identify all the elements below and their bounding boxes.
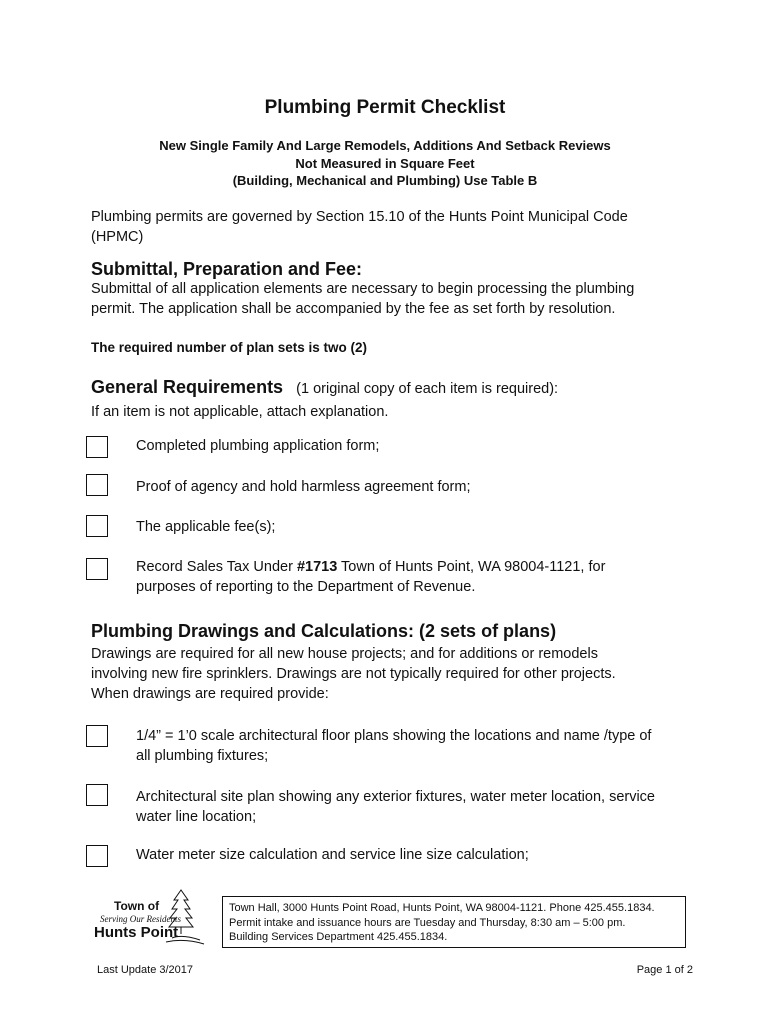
last-update: Last Update 3/2017 (97, 964, 194, 976)
intro-line-2: (HPMC) (91, 229, 144, 245)
checkbox-proof-of-agency[interactable] (86, 474, 108, 496)
item-floor-plans (136, 726, 696, 766)
page-number: Page 1 of 2 (636, 964, 693, 976)
checkbox-application-form[interactable] (86, 436, 108, 458)
general-note-text: (1 original copy of each item is required): (296, 381, 559, 397)
logo-tagline: Serving Our Residents (100, 914, 181, 924)
subtitle-line-1: New Single Family And Large Remodels, Additions And Setback Reviews (159, 138, 611, 153)
sales-tax-pre: Record Sales Tax Under (136, 559, 297, 575)
town-logo (90, 884, 210, 946)
logo-town-of: Town of (114, 899, 160, 913)
floor-plans-line-1: 1/4” = 1’0 scale architectural floor plans showing the locations and name /type of (136, 728, 652, 744)
item-application-form: Completed plumbing application form; (136, 438, 380, 454)
subtitle-line-3: (Building, Mechanical and Plumbing) Use Table B (232, 173, 538, 188)
item-water-meter: Water meter size calculation and service line size calculation; (136, 847, 529, 863)
intro-line-1: Plumbing permits are governed by Section 15.10 of the Hunts Point Municipal Code (91, 209, 628, 225)
floor-plans-line-2: all plumbing fixtures; (136, 748, 269, 764)
item-site-plan (136, 787, 696, 827)
item-proof-of-agency: Proof of agency and hold harmless agreement form; (136, 479, 471, 495)
checkbox-site-plan[interactable] (86, 784, 108, 806)
drawings-text-line-1: Drawings are required for all new house projects; and for additions or remodels (91, 646, 598, 662)
checkbox-applicable-fees[interactable] (86, 515, 108, 537)
submittal-heading: Submittal, Preparation and Fee: (91, 259, 363, 279)
drawings-text-line-3: When drawings are required provide: (91, 686, 329, 702)
sales-tax-post: Town of Hunts Point, WA 98004-1121, for (337, 559, 606, 575)
item-applicable-fees: The applicable fee(s); (136, 519, 276, 535)
site-plan-line-2: water line location; (136, 809, 257, 825)
town-logo-graphic (90, 884, 210, 946)
site-plan-line-1: Architectural site plan showing any exterior fixtures, water meter location, service (136, 789, 655, 805)
general-heading-text: General Requirements (91, 377, 284, 397)
submittal-text-line-1: Submittal of all application elements are necessary to begin processing the plumbing (91, 281, 635, 297)
sales-tax-line-2: purposes of reporting to the Department of Revenue. (136, 579, 476, 595)
checkbox-floor-plans[interactable] (86, 725, 108, 747)
plan-sets-requirement: The required number of plan sets is two (2) (91, 340, 368, 355)
sales-tax-number: #1713 (296, 559, 338, 575)
contact-line-3: Building Services Department 425.455.1834. (229, 931, 448, 943)
subtitle-line-2: Not Measured in Square Feet (295, 156, 475, 171)
drawings-text-line-2: involving new fire sprinklers. Drawings are not typically required for other projects. (91, 666, 616, 682)
general-subtext: If an item is not applicable, attach explanation. (91, 404, 389, 420)
checkbox-water-meter[interactable] (86, 845, 108, 867)
submittal-text-line-2: permit. The application shall be accompanied by the fee as set forth by resolution. (91, 301, 616, 317)
item-sales-tax (136, 557, 696, 597)
contact-info-box (222, 896, 686, 948)
checkbox-sales-tax[interactable] (86, 558, 108, 580)
page-title: Plumbing Permit Checklist (264, 97, 506, 118)
general-requirements-heading (91, 377, 558, 398)
contact-line-1: Town Hall, 3000 Hunts Point Road, Hunts Point, WA 98004-1121. Phone 425.455.1834. (229, 902, 655, 914)
general-heading-note (288, 381, 558, 397)
contact-line-2: Permit intake and issuance hours are Tuesday and Thursday, 8:30 am – 5:00 pm. (229, 916, 626, 929)
drawings-heading: Plumbing Drawings and Calculations: (2 sets of plans) (91, 621, 557, 641)
logo-hunts-point: Hunts Point (94, 924, 179, 941)
